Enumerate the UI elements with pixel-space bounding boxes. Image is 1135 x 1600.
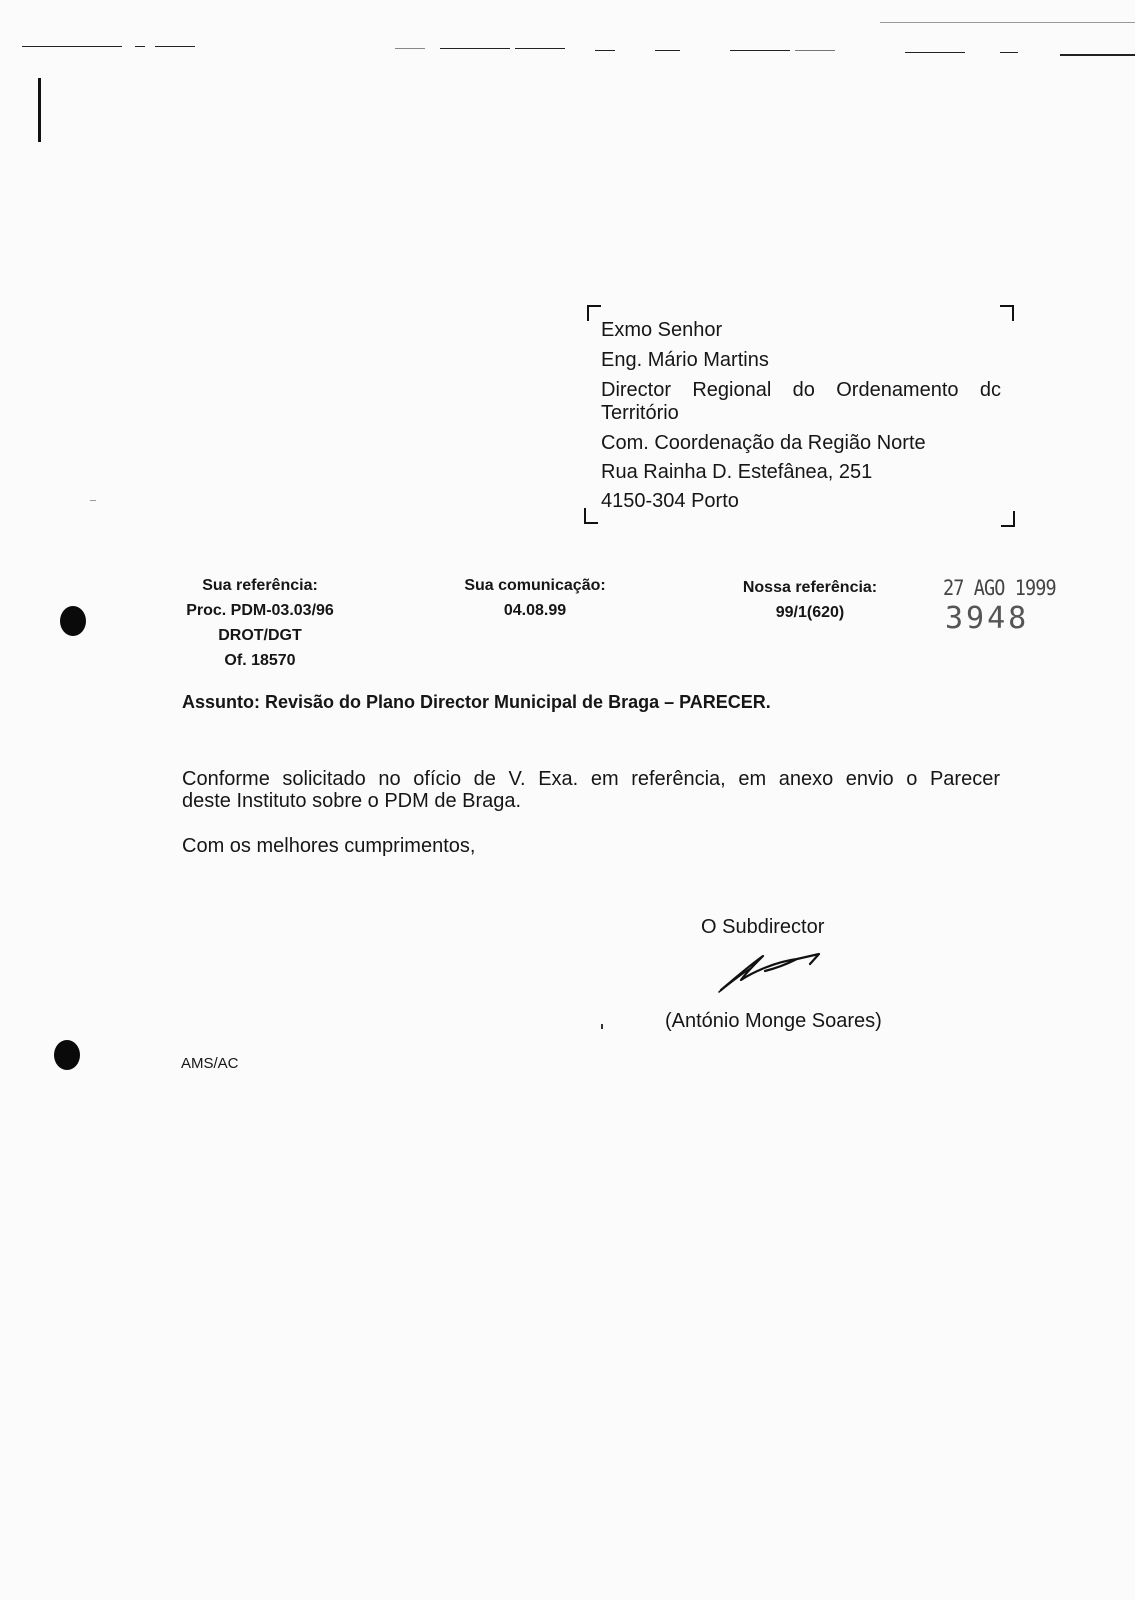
recipient-salutation: Exmo Senhor: [601, 319, 723, 341]
closing-line: Com os melhores cumprimentos,: [182, 835, 476, 857]
body-paragraph-line-1: Conforme solicitado no ofício de V. Exa. em referência, em anexo envio o Parecer: [182, 768, 1000, 790]
punch-hole-upper: [60, 606, 86, 636]
body-paragraph-line-2: deste Instituto sobre o PDM de Braga.: [182, 790, 522, 812]
corner-bottom-left: [584, 508, 598, 524]
recipient-organization: Com. Coordenação da Região Norte: [601, 432, 926, 454]
signatory-name: (António Monge Soares): [665, 1010, 882, 1032]
recipient-street: Rua Rainha D. Estefânea, 251: [601, 461, 873, 483]
reception-stamp-date: 27 AGO 1999: [943, 576, 1056, 600]
sua-referencia-dept: DROT/DGT: [218, 627, 302, 644]
typist-initials: AMS/AC: [181, 1055, 239, 1072]
recipient-name: Eng. Mário Martins: [601, 349, 769, 371]
ref-column-nossa-referencia: [715, 575, 905, 625]
corner-top-left: [587, 305, 601, 321]
ref-column-sua-comunicacao: [440, 573, 630, 623]
recipient-postal-city: 4150-304 Porto: [601, 490, 739, 512]
corner-top-right: [1000, 305, 1014, 321]
sua-referencia-proc: Proc. PDM-03.03/96: [186, 602, 334, 619]
reception-stamp-number: 3948: [945, 601, 1030, 636]
subject-line: Assunto: Revisão do Plano Director Municipal de Braga – PARECER.: [182, 692, 771, 712]
corner-bottom-right: [1001, 511, 1015, 527]
handwritten-signature: [715, 950, 825, 995]
sua-comunicacao-label: Sua comunicação:: [464, 577, 606, 594]
sua-referencia-label: Sua referência:: [202, 577, 318, 594]
recipient-role-cont: Território: [601, 402, 679, 424]
ref-column-sua-referencia: [170, 573, 350, 673]
sua-comunicacao-value: 04.08.99: [503, 602, 567, 619]
nossa-referencia-value: 99/1(620): [775, 604, 845, 621]
signatory-title: O Subdirector: [701, 916, 825, 938]
sua-referencia-oficio: Of. 18570: [224, 652, 296, 669]
scan-left-mark: [38, 78, 41, 142]
punch-hole-lower: [54, 1040, 80, 1070]
scan-speck: [90, 500, 96, 501]
nossa-referencia-label: Nossa referência:: [742, 579, 878, 596]
scan-speck: [601, 1024, 603, 1029]
recipient-role: Director Regional do Ordenamento dc: [601, 379, 1001, 401]
